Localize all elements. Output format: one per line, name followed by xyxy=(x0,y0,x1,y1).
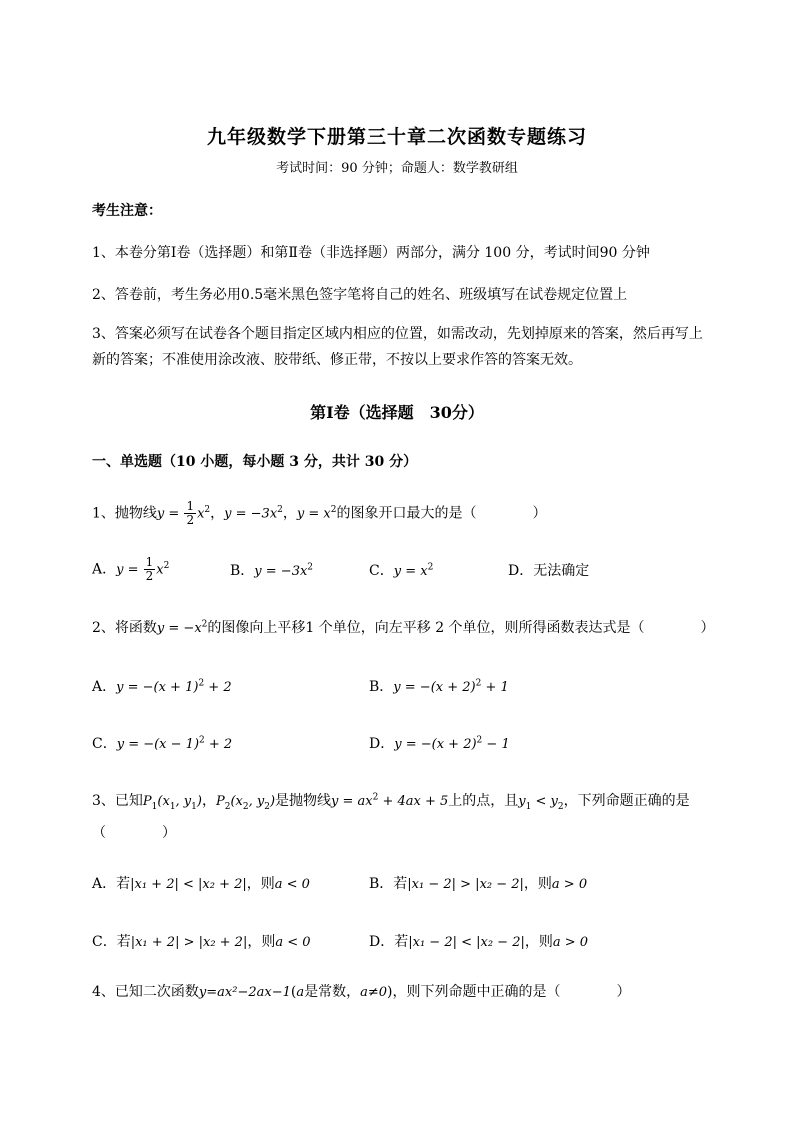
q1-exp-1: 2 xyxy=(204,504,211,515)
q3-sep: ， xyxy=(201,793,216,809)
q2-option-b[interactable] xyxy=(369,676,509,696)
option-exp: 2 xyxy=(476,735,483,746)
q1-prefix: 1、抛物线 xyxy=(92,505,157,522)
q3-tail: ，下列命题正确的是 xyxy=(563,793,690,809)
q2-option-a[interactable] xyxy=(92,676,232,696)
option-exp: 2 xyxy=(307,562,314,573)
q3-p2-coord: (x xyxy=(230,794,243,809)
option-label: C．若 xyxy=(92,934,131,950)
option-math: y = xyxy=(116,562,143,578)
q3-p2-sub: 2 xyxy=(224,801,231,812)
q1-math-c: y = x xyxy=(296,506,331,522)
option-math: y = −3x xyxy=(254,564,308,579)
q3-option-a[interactable] xyxy=(92,873,310,893)
q4-a2: a≠0 xyxy=(360,985,388,1000)
option-label: B．若 xyxy=(369,876,408,892)
option-math: |x₁ + 2| < |x₂ + 2| xyxy=(130,877,247,892)
q1-math-b: y = −3x xyxy=(224,506,278,522)
option-then: ，则 xyxy=(523,876,552,892)
q1-sep-1: ， xyxy=(210,505,225,522)
q3-p2-ysub: 2 xyxy=(264,801,270,812)
option-label: A． xyxy=(92,561,117,578)
option-math-tail: + 2 xyxy=(204,737,233,752)
question-4 xyxy=(92,981,631,1001)
option-label: A．若 xyxy=(92,876,131,892)
question-3 xyxy=(92,790,690,812)
q1-fraction xyxy=(184,500,196,527)
q3-middle: 是抛物线 xyxy=(275,793,332,809)
option-label: A． xyxy=(92,679,117,695)
q3-option-d[interactable] xyxy=(369,931,588,951)
q3-p1: P xyxy=(142,794,152,809)
option-math-tail: − 1 xyxy=(482,737,510,752)
q4-text-d: )，则下列命题中正确的是（ ） xyxy=(387,984,631,1000)
q2-exp: 2 xyxy=(201,619,208,630)
q3-p2-mid: , y xyxy=(248,794,265,809)
q3-p1-coord: (x xyxy=(157,794,170,809)
frac-num: 1 xyxy=(145,555,154,569)
option-label: D．若 xyxy=(369,934,409,950)
q1-option-d[interactable] xyxy=(508,560,589,580)
q1-frac-num: 1 xyxy=(186,499,195,513)
q2-prefix: 2、将函数 xyxy=(92,620,157,636)
option-math: y = −(x + 1) xyxy=(116,680,199,695)
q2-option-d[interactable] xyxy=(369,733,510,753)
option-result: a > 0 xyxy=(551,877,588,892)
q1-option-a[interactable] xyxy=(92,556,169,583)
q1-frac-den: 2 xyxy=(186,513,195,527)
option-exp: 2 xyxy=(199,735,205,746)
option-fraction xyxy=(144,556,156,583)
q3-cond-mid: < y xyxy=(531,794,558,809)
section-title: 第Ⅰ卷（选择题 30分） xyxy=(310,403,484,422)
option-then: ，则 xyxy=(247,934,276,950)
notice-item-2: 2、答卷前，考生务必用0.5毫米黑色签字笔将自己的姓名、班级填写在试卷规定位置上 xyxy=(92,287,628,303)
option-exp: 2 xyxy=(163,560,170,571)
q1-sep-2: ， xyxy=(282,505,297,522)
q3-p1-mid: , y xyxy=(175,794,192,809)
option-then: ，则 xyxy=(246,876,275,892)
q3-prefix: 3、已知 xyxy=(92,793,143,809)
question-1 xyxy=(92,500,546,527)
option-math-tail: + 2 xyxy=(204,680,232,695)
q3-option-c[interactable] xyxy=(92,931,311,951)
q3-p1-xsub: 1 xyxy=(169,801,176,812)
q1-exp-3: 2 xyxy=(330,504,337,515)
group-heading: 一、单选题（10 小题，每小题 3 分，共计 30 分） xyxy=(92,454,418,470)
q4-text-b: ( xyxy=(290,984,297,1000)
question-2 xyxy=(92,617,715,637)
q2-math: y = −x xyxy=(156,621,202,636)
frac-den: 2 xyxy=(145,569,154,583)
option-result: a < 0 xyxy=(274,877,310,892)
q1-option-c[interactable] xyxy=(369,560,433,580)
option-exp: 2 xyxy=(427,562,434,573)
option-math: y = −(x − 1) xyxy=(116,737,200,752)
option-label: D． xyxy=(369,736,395,752)
q1-option-b[interactable] xyxy=(230,560,313,580)
q3-p1-sub: 1 xyxy=(151,801,158,812)
page-title: 九年级数学下册第三十章二次函数专题练习 xyxy=(206,126,587,148)
option-result: a < 0 xyxy=(275,935,311,950)
q3-cond-sub1: 1 xyxy=(525,801,532,812)
q2-option-c[interactable] xyxy=(92,733,232,753)
q3-p1-ysub: 1 xyxy=(191,801,197,812)
q1-exp-2: 2 xyxy=(277,504,283,515)
q3-cond-sub2: 2 xyxy=(557,801,564,812)
option-exp: 2 xyxy=(198,678,205,689)
option-label: B． xyxy=(369,679,394,695)
option-math: y = −(x + 2) xyxy=(394,737,477,752)
option-label: D． xyxy=(508,563,534,579)
q3-answer-paren: （ ） xyxy=(92,825,176,841)
q4-text-c: 是常数， xyxy=(304,984,361,1000)
q4-text-a: 4、已知二次函数 xyxy=(92,984,199,1000)
q3-parabola-exp: 2 xyxy=(372,792,379,803)
notice-item-1: 1、本卷分第Ⅰ卷（选择题）和第Ⅱ卷（非选择题）两部分，满分 100 分，考试时间90 分钟 xyxy=(92,245,650,261)
option-math: |x₁ + 2| > |x₂ + 2| xyxy=(130,935,248,950)
option-text: 无法确定 xyxy=(533,563,590,579)
q3-option-b[interactable] xyxy=(369,873,587,893)
q3-p1-end: ) xyxy=(196,794,202,809)
option-math-tail: + 1 xyxy=(481,680,509,695)
option-math: |x₁ − 2| < |x₂ − 2| xyxy=(408,935,525,950)
q3-after: 上的点，且 xyxy=(448,793,519,809)
option-math: y = −(x + 2) xyxy=(393,680,476,695)
q3-p2-end: ) xyxy=(269,794,276,809)
option-math: |x₁ − 2| > |x₂ − 2| xyxy=(407,877,524,892)
q1-math-a: y = xyxy=(156,506,184,522)
q1-math-x: x xyxy=(197,506,205,522)
q3-cond-a: y xyxy=(518,794,526,809)
q4-a: a xyxy=(296,985,305,1000)
q3-parabola-b: + 4ax + 5 xyxy=(378,794,449,809)
option-math: y = x xyxy=(393,564,428,579)
notice-item-3: 3、答案必须写在试卷各个题目指定区域内相应的位置，如需改动，先划掉原来的答案，然后再写上新的答案；不准使用涂改液、胶带纸、修正带，不按以上要求作答的答案无效。 xyxy=(92,326,703,368)
option-label: C． xyxy=(92,736,117,752)
q3-p2: P xyxy=(215,794,225,809)
option-math-tail: x xyxy=(156,562,164,578)
q1-suffix: 的图象开口最大的是（ ） xyxy=(336,505,547,522)
page-subtitle: 考试时间：90 分钟；命题人：数学教研组 xyxy=(276,161,518,176)
option-exp: 2 xyxy=(475,678,482,689)
option-label: B． xyxy=(230,563,255,579)
q2-suffix: 的图像向上平移1 个单位，向左平移 2 个单位，则所得函数表达式是（ ） xyxy=(207,620,715,636)
q3-parabola-a: y = ax xyxy=(331,794,373,809)
option-label: C． xyxy=(369,563,394,579)
q3-p2-xsub: 2 xyxy=(242,801,249,812)
q4-math: y=ax²−2ax−1 xyxy=(198,985,291,1000)
notice-heading: 考生注意： xyxy=(92,203,162,219)
option-result: a > 0 xyxy=(552,935,589,950)
option-then: ，则 xyxy=(524,934,553,950)
